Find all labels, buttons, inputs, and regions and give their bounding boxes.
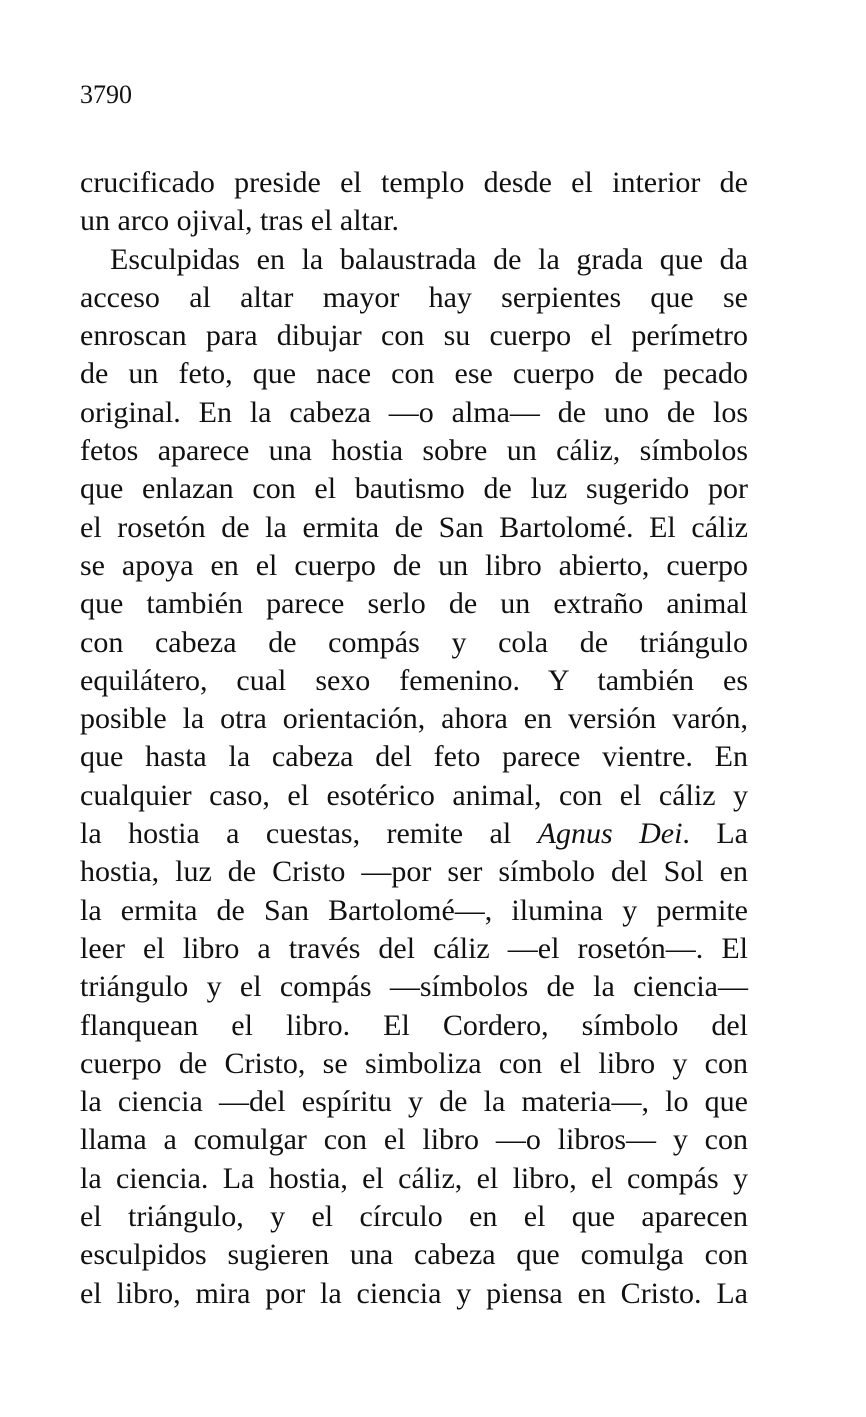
paragraph-2 [80, 241, 748, 1313]
text-line: cuerpo de Cristo, se simboliza con el libro y con [80, 1046, 748, 1080]
text-line: que también parece serlo de un extraño animal [80, 587, 748, 621]
text-line: que hasta la cabeza del feto parece vientre. En [80, 740, 748, 774]
text-line: que enlazan con el bautismo de luz sugerido por [80, 472, 748, 506]
italic-title: Agnus Dei [537, 817, 683, 851]
text-line: posible la otra orientación, ahora en versión varón, [80, 702, 748, 736]
text-line: se apoya en el cuerpo de un libro abierto, cuerpo [80, 548, 748, 582]
text-run: la hostia a cuestas, remite al [80, 817, 538, 851]
text-line: la ermita de San Bartolomé—, ilumina y permite [80, 893, 748, 927]
text-line: el rosetón de la ermita de San Bartolomé. El cáliz [80, 510, 748, 544]
text-line: equilátero, cual sexo femenino. Y también es [80, 663, 748, 697]
text-line: triángulo y el compás —símbolos de la ciencia— [80, 970, 748, 1004]
text-line: fetos aparece una hostia sobre un cáliz, símbolos [80, 434, 748, 468]
text-line: enroscan para dibujar con su cuerpo el perímetro [80, 319, 748, 353]
text-line: flanquean el libro. El Cordero, símbolo del [80, 1008, 748, 1042]
text-line: llama a comulgar con el libro —o libros— y con [80, 1123, 748, 1157]
book-page [80, 80, 748, 1313]
text-line: leer el libro a través del cáliz —el rosetón—. El [80, 931, 748, 965]
text-line: original. En la cabeza —o alma— de uno de los [80, 395, 748, 429]
page-number: 3790 [80, 80, 132, 109]
text-line: la ciencia. La hostia, el cáliz, el libro, el compás y [80, 1161, 748, 1195]
text-line: la ciencia —del espíritu y de la materia—, lo que [80, 1085, 748, 1119]
text-line: Esculpidas en la balaustrada de la grada que da [110, 242, 748, 276]
text-line: de un feto, que nace con ese cuerpo de pecado [80, 357, 748, 391]
text-line: el libro, mira por la ciencia y piensa en Cristo. La [80, 1276, 748, 1310]
text-line: con cabeza de compás y cola de triángulo [80, 625, 748, 659]
text-line: crucificado preside el templo desde el interior de [80, 166, 748, 199]
text-line-italic-run [80, 815, 748, 853]
text-line: esculpidos sugieren una cabeza que comulga con [80, 1238, 748, 1272]
text-run: . La [682, 817, 748, 851]
text-line: hostia, luz de Cristo —por ser símbolo del Sol en [80, 855, 748, 889]
text-line: el triángulo, y el círculo en el que aparecen [80, 1200, 748, 1234]
body-text [80, 164, 748, 1313]
text-line: cualquier caso, el esotérico animal, con el cáliz y [80, 778, 748, 812]
text-line: acceso al altar mayor hay serpientes que se [80, 280, 748, 314]
paragraph-1 [80, 164, 748, 241]
text-line: un arco ojival, tras el altar. [80, 204, 400, 238]
